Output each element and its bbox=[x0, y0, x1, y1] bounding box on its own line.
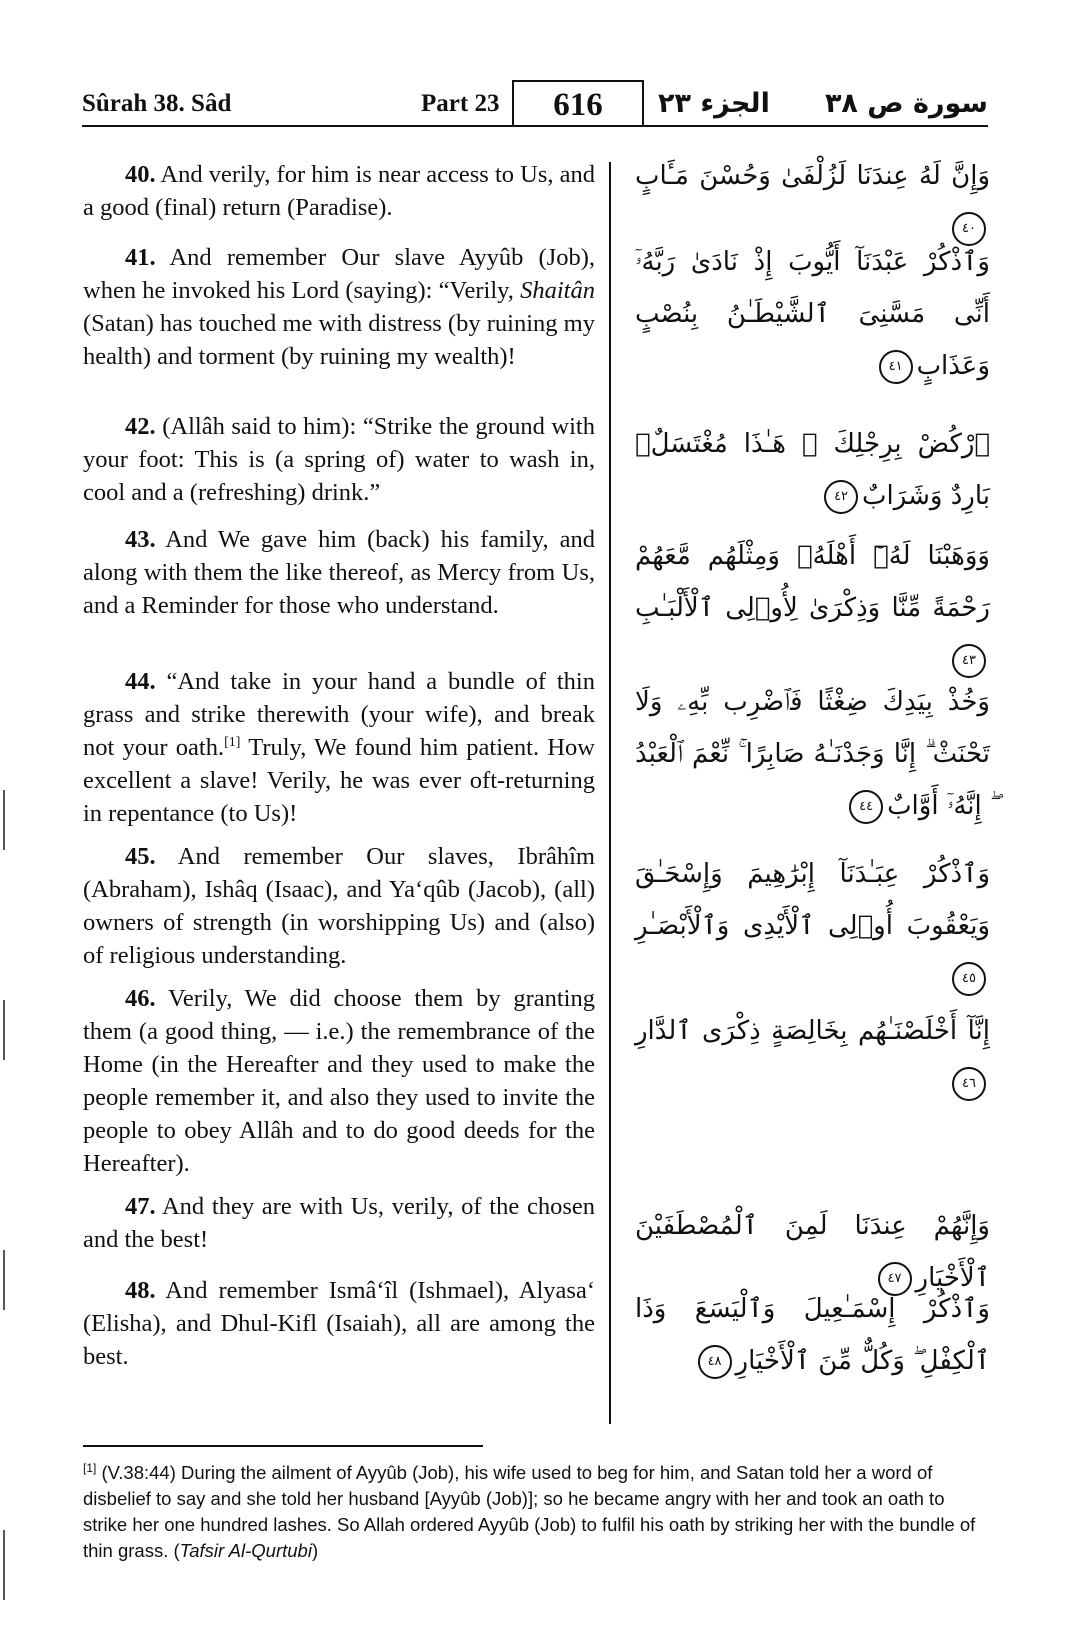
verse-arabic bbox=[635, 676, 990, 832]
verse-english bbox=[83, 840, 595, 972]
ayah-marker: ٤٣ bbox=[952, 644, 986, 678]
verse-text: And they are with Us, verily, of the chosen and the best! bbox=[83, 1193, 595, 1253]
verse-english bbox=[83, 410, 595, 509]
margin-mark bbox=[3, 1000, 5, 1060]
verse-english bbox=[83, 982, 595, 1180]
verse-text: And remember Our slaves, Ibrâhîm (Abraham), Ishâq (Isaac), and Ya‘qûb (Jacob), (all) owners of strength (in worshipping Us) and (also) of religious understanding. bbox=[83, 843, 595, 969]
verse-text: And remember Our slave Ayyûb (Job), when he invoked his Lord (saying): “Verily, bbox=[83, 244, 595, 304]
footnote bbox=[83, 1460, 993, 1564]
verse-text: (Allâh said to him): “Strike the ground with your foot: This is (a spring of) water to wash in, cool and a (refreshing) drink.” bbox=[83, 413, 595, 506]
verse-arabic bbox=[635, 530, 990, 686]
page-number: 616 bbox=[512, 80, 644, 126]
ayah-marker: ٤٤ bbox=[849, 790, 883, 824]
arabic-text: وَٱذْكُرْ عَبْدَنَآ أَيُّوبَ إِذْ نَادَىٰ رَبَّهُۥٓ أَنِّى مَسَّنِىَ ٱلشَّيْطَـٰنُ بِنُصْبٍ وَعَذَابٍ bbox=[635, 247, 990, 381]
surah-title: Sûrah 38. Sâd bbox=[82, 90, 232, 117]
verse-arabic bbox=[635, 848, 990, 1004]
verse-number: 45. bbox=[125, 843, 156, 870]
arabic-text: وَإِنَّ لَهُ عِندَنَا لَزُلْفَىٰ وَحُسْنَ مَـَٔابٍ bbox=[635, 161, 990, 191]
verse-english bbox=[83, 1274, 595, 1373]
arabic-text: وَٱذْكُرْ إِسْمَـٰعِيلَ وَٱلْيَسَعَ وَذَا ٱلْكِفْلِ ۖ وَكُلٌّ مِّنَ ٱلْأَخْيَارِ bbox=[635, 1294, 990, 1376]
footnote-close: ) bbox=[311, 1540, 319, 1561]
ayah-marker: ٤٦ bbox=[952, 1067, 986, 1101]
verse-arabic bbox=[635, 418, 990, 522]
verse-text: And verily, for him is near access to Us, and a good (final) return (Paradise). bbox=[83, 161, 595, 221]
arabic-text: إِنَّآ أَخْلَصْنَـٰهُم بِخَالِصَةٍ ذِكْرَى ٱلدَّارِ bbox=[635, 1016, 990, 1046]
arabic-text: ٱرْكُضْ بِرِجْلِكَ ۖ هَـٰذَا مُغْتَسَلٌۢ بَارِدٌ وَشَرَابٌ bbox=[635, 429, 990, 511]
verse-number: 42. bbox=[125, 413, 156, 440]
arabic-text: وَإِنَّهُمْ عِندَنَا لَمِنَ ٱلْمُصْطَفَيْنَ ٱلْأَخْيَارِ bbox=[635, 1211, 990, 1293]
verse-text: Verily, We did choose them by granting them (a good thing, — i.e.) the remembrance of the Home (in the Hereafter and they used to make the people remember it, and also they used to invite the people to obey Allâh and to do good deeds for the Hereafter). bbox=[83, 985, 595, 1177]
header-rule bbox=[82, 125, 988, 127]
ayah-marker: ٤٨ bbox=[698, 1345, 732, 1379]
part-label: Part 23 bbox=[421, 90, 500, 117]
verse-text: (Satan) has touched me with distress (by ruining my health) and torment (by ruining my wealth)! bbox=[83, 310, 595, 370]
margin-mark bbox=[3, 1250, 5, 1310]
verse-english bbox=[83, 1190, 595, 1256]
arabic-text: وَٱذْكُرْ عِبَـٰدَنَآ إِبْرَٰهِيمَ وَإِسْحَـٰقَ وَيَعْقُوبَ أُو۟لِى ٱلْأَيْدِى وَٱلْأَبْصَـٰرِ bbox=[635, 859, 990, 941]
arabic-part-label: الجزء ٢٣ bbox=[658, 88, 770, 119]
footnote-source: Tafsir Al-Qurtubi bbox=[179, 1540, 312, 1561]
footnote-rule bbox=[83, 1445, 483, 1447]
verse-arabic bbox=[635, 1005, 990, 1109]
footnote-text: (V.38:44) During the ailment of Ayyûb (Job), his wife used to beg for him, and Satan told her a word of disbelief to say and she told her husband [Ayyûb (Job)]; so he became angry with her and took an oath to strike her one hundred lashes. So Allah ordered Ayyûb (Job) to fulfil his oath by striking her with the bundle of thin grass. ( bbox=[83, 1462, 976, 1561]
verse-italic: Shaitân bbox=[520, 277, 595, 304]
footnote-reference[interactable]: [1] bbox=[224, 734, 241, 750]
verse-arabic bbox=[635, 236, 990, 392]
ayah-marker: ٤٧ bbox=[878, 1262, 912, 1296]
verse-text: Truly, We found him patient. How excellent a slave! Verily, he was ever oft-returning in repentance (to Us)! bbox=[83, 734, 595, 827]
verse-text: And We gave him (back) his family, and along with them the like thereof, as Mercy from Us, and a Reminder for those who understand. bbox=[83, 526, 595, 619]
verse-english bbox=[83, 158, 595, 224]
verse-text: And remember Ismâ‘îl (Ishmael), Alyasa‘ (Elisha), and Dhul-Kifl (Isaiah), all are among the best. bbox=[83, 1277, 595, 1370]
arabic-text: وَوَهَبْنَا لَهُۥٓ أَهْلَهُۥ وَمِثْلَهُم مَّعَهُمْ رَحْمَةً مِّنَّا وَذِكْرَىٰ لِأُو۟لِى ٱلْأَلْبَـٰبِ bbox=[635, 541, 990, 623]
verse-text: “And take in your hand a bundle of thin grass and strike therewith (your wife), and break not your oath. bbox=[83, 668, 595, 761]
verse-number: 40. bbox=[125, 161, 156, 188]
verse-number: 44. bbox=[125, 668, 156, 695]
verse-english bbox=[83, 241, 595, 373]
verse-number: 43. bbox=[125, 526, 156, 553]
verse-number: 47. bbox=[125, 1193, 156, 1220]
verse-number: 41. bbox=[125, 244, 156, 271]
ayah-marker: ٤١ bbox=[879, 350, 913, 384]
verse-number: 46. bbox=[125, 985, 156, 1012]
verse-english bbox=[83, 523, 595, 622]
margin-mark bbox=[3, 790, 5, 850]
footnote-marker: [1] bbox=[83, 1460, 97, 1475]
verse-english bbox=[83, 665, 595, 830]
ayah-marker: ٤٢ bbox=[824, 480, 858, 514]
page-header bbox=[82, 78, 988, 134]
column-divider bbox=[609, 162, 611, 1424]
arabic-surah-title: سورة ص ٣٨ bbox=[824, 88, 988, 119]
margin-mark bbox=[3, 1530, 5, 1600]
ayah-marker: ٤٠ bbox=[952, 212, 986, 246]
verse-arabic bbox=[635, 1283, 990, 1387]
ayah-marker: ٤٥ bbox=[952, 962, 986, 996]
verse-number: 48. bbox=[125, 1277, 156, 1304]
arabic-text: وَخُذْ بِيَدِكَ ضِغْثًا فَٱضْرِب بِّهِۦ وَلَا تَحْنَثْ ۗ إِنَّا وَجَدْنَـٰهُ صَابِرًا ۚ نِّعْمَ ٱلْعَبْدُ ۖ إِنَّهُۥٓ أَوَّابٌ bbox=[635, 687, 990, 821]
